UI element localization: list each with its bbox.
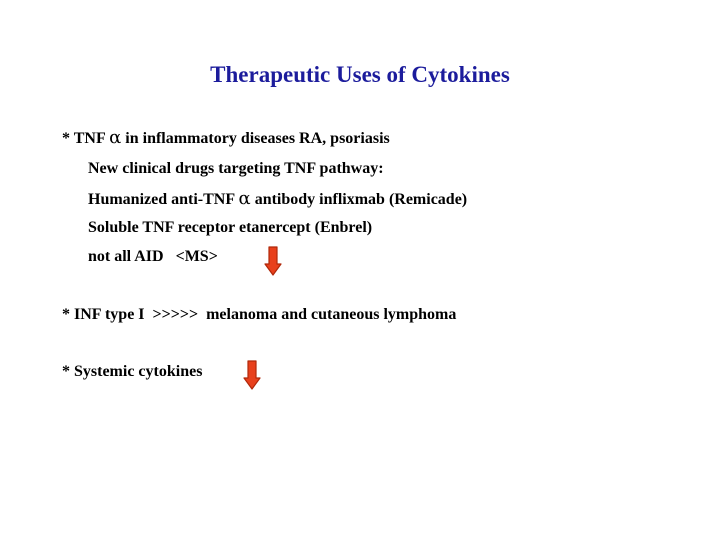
bullet-systemic: * Systemic cytokines bbox=[62, 363, 203, 380]
bullet-tnf bbox=[62, 128, 390, 149]
slide-title bbox=[0, 62, 720, 88]
bullet-tnf-sub-2 bbox=[88, 189, 467, 210]
bullet-inf: * INF type I >>>>> melanoma and cutaneous lymphoma bbox=[62, 306, 457, 323]
bullet-tnf-prefix: * TNF bbox=[62, 130, 110, 147]
bullet-tnf-sub-1: New clinical drugs targeting TNF pathway: bbox=[88, 160, 384, 177]
alpha-symbol: α bbox=[109, 127, 122, 148]
down-arrow-icon bbox=[264, 246, 282, 276]
bullet-tnf-sub-3: Soluble TNF receptor etanercept (Enbrel) bbox=[88, 219, 373, 236]
bullet-tnf-rest: in inflammatory diseases RA, psoriasis bbox=[121, 130, 390, 147]
bullet-tnf-sub-2-prefix: Humanized anti-TNF bbox=[88, 191, 239, 208]
bullet-tnf-sub-4: not all AID <MS> bbox=[88, 248, 218, 265]
down-arrow-icon bbox=[243, 360, 261, 390]
alpha-symbol: α bbox=[238, 188, 251, 209]
bullet-tnf-sub-2-rest: antibody inflixmab (Remicade) bbox=[250, 191, 468, 208]
slide-title-text: Therapeutic Uses of Cytokines bbox=[210, 62, 510, 87]
